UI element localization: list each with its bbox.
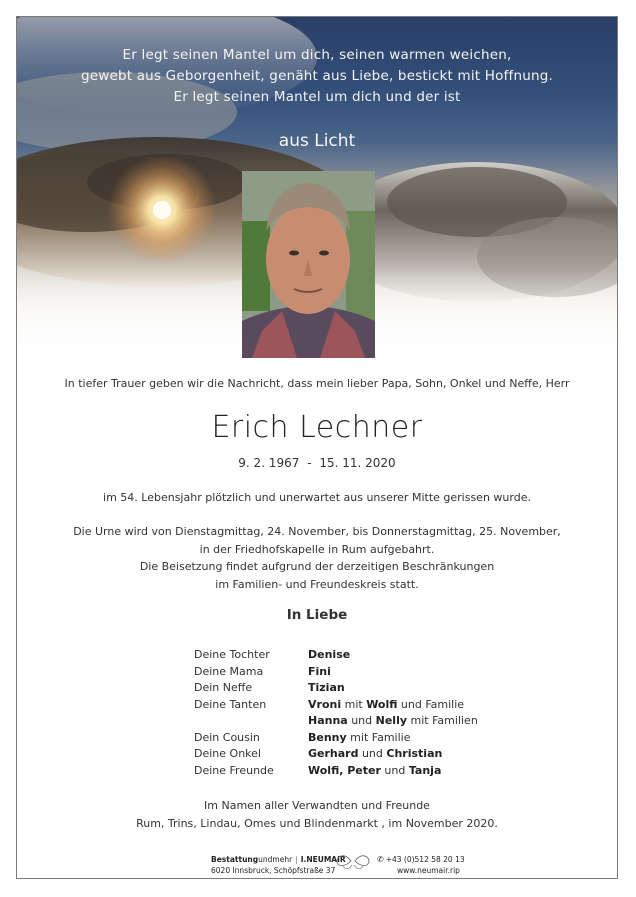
mourner-names bbox=[308, 681, 345, 694]
birth-date: 9. 2. 1967 bbox=[238, 456, 300, 470]
mourner-role: Deine Tanten bbox=[194, 697, 267, 711]
mourner-row bbox=[194, 746, 478, 763]
brand-separator: | bbox=[295, 855, 298, 864]
detail-line: Die Urne wird von Dienstagmittag, 24. November, bis Donnerstagmittag, 25. November, bbox=[73, 525, 561, 538]
mourner-role: Deine Freunde bbox=[194, 763, 274, 777]
mourner-name: Gerhard bbox=[308, 747, 359, 760]
funeral-details bbox=[17, 523, 617, 593]
poem-line: Er legt seinen Mantel um dich und der ist bbox=[173, 89, 461, 105]
mourner-name: Hanna bbox=[308, 714, 348, 727]
life-dates bbox=[17, 456, 617, 470]
mourner-names bbox=[308, 698, 464, 711]
deceased-name: Erich Lechner bbox=[211, 410, 423, 445]
mourner-name: Denise bbox=[308, 648, 351, 661]
date-separator: - bbox=[307, 456, 312, 470]
detail-line: in der Friedhofskapelle in Rum aufgebahrt. bbox=[199, 542, 435, 556]
announcement-intro: In tiefer Trauer geben wir die Nachricht, dass mein lieber Papa, Sohn, Onkel und Neffe, Herr bbox=[64, 377, 570, 390]
mourner-row bbox=[194, 730, 478, 747]
mourner-connector: mit Familien bbox=[407, 714, 478, 727]
mourner-name: Wolfi bbox=[366, 697, 398, 711]
age-line: im 54. Lebensjahr plötzlich und unerwartet aus unserer Mitte gerissen wurde. bbox=[103, 491, 531, 504]
mourner-role: Deine Mama bbox=[194, 664, 264, 678]
obituary-card bbox=[16, 16, 618, 879]
poem-line: gewebt aus Geborgenheit, genäht aus Liebe, bestickt mit Hoffnung. bbox=[80, 68, 554, 84]
funeral-home-address: 6020 Innsbruck, Schöpfstraße 37 bbox=[211, 866, 336, 875]
phone-icon: ✆ bbox=[377, 855, 384, 864]
poem-line: Er legt seinen Mantel um dich, seinen warmen weichen, bbox=[122, 47, 512, 63]
mourner-names bbox=[308, 764, 441, 777]
closing-line: Rum, Trins, Lindau, Omes und Blindenmarkt , im November 2020. bbox=[136, 816, 498, 830]
detail-line: im Familien- und Freundeskreis statt. bbox=[215, 577, 419, 591]
mourner-names bbox=[308, 665, 331, 678]
mourner-row bbox=[194, 664, 478, 681]
mourner-name: Benny bbox=[308, 730, 347, 744]
funeral-home-contact bbox=[377, 854, 465, 876]
mourner-row bbox=[194, 697, 478, 714]
poem bbox=[17, 45, 617, 108]
sky-header bbox=[17, 17, 617, 362]
mourner-name: Fini bbox=[308, 664, 331, 678]
mourner-name: Wolfi, Peter bbox=[308, 763, 381, 777]
portrait-photo bbox=[242, 171, 375, 358]
mourner-name: Tanja bbox=[408, 763, 442, 777]
mourner-role: Deine Onkel bbox=[194, 747, 261, 760]
mourner-row bbox=[194, 647, 478, 664]
brand-neumair: I.NEUMAIR bbox=[300, 855, 346, 864]
mourner-connector: mit Familie bbox=[346, 730, 411, 744]
mourner-connector: und bbox=[347, 714, 376, 727]
mourner-role: Deine Tochter bbox=[194, 648, 270, 661]
mourner-connector: mit bbox=[341, 697, 367, 711]
brand-bestattung: Bestattung bbox=[211, 855, 259, 864]
mourner-names bbox=[308, 747, 442, 760]
mourner-row bbox=[194, 763, 478, 780]
mourner-name: Christian bbox=[386, 747, 443, 760]
mourner-name: Vroni bbox=[308, 697, 342, 711]
mourner-name: Nelly bbox=[375, 714, 408, 727]
phone-number: +43 (0)512 58 20 13 bbox=[385, 855, 465, 864]
website: www.neumair.rip bbox=[397, 866, 460, 875]
death-date: 15. 11. 2020 bbox=[319, 456, 396, 470]
mourner-names bbox=[308, 648, 350, 661]
brand-undmehr: undmehr bbox=[258, 855, 293, 864]
mourners-list bbox=[194, 647, 478, 779]
closing-line: Im Namen aller Verwandten und Freunde bbox=[204, 799, 430, 812]
closing bbox=[17, 797, 617, 832]
butterfly-logo-icon bbox=[335, 853, 371, 873]
mourner-names bbox=[308, 714, 478, 727]
mourner-row bbox=[194, 680, 478, 697]
mourner-row bbox=[194, 713, 478, 730]
mourner-connector: und bbox=[380, 763, 409, 777]
mourner-name: Tizian bbox=[308, 681, 345, 694]
funeral-home-info bbox=[211, 854, 346, 876]
funeral-home-footer bbox=[17, 851, 617, 877]
detail-line: Die Beisetzung findet aufgrund der derzeitigen Beschränkungen bbox=[139, 560, 495, 573]
poem-ending: aus Licht bbox=[278, 131, 356, 151]
in-liebe-heading: In Liebe bbox=[286, 607, 348, 623]
mourner-connector: und Familie bbox=[397, 697, 465, 711]
mourner-names bbox=[308, 731, 410, 744]
mourner-role: Dein Neffe bbox=[194, 681, 253, 694]
mourner-role: Dein Cousin bbox=[194, 730, 260, 744]
mourner-connector: und bbox=[358, 747, 387, 760]
